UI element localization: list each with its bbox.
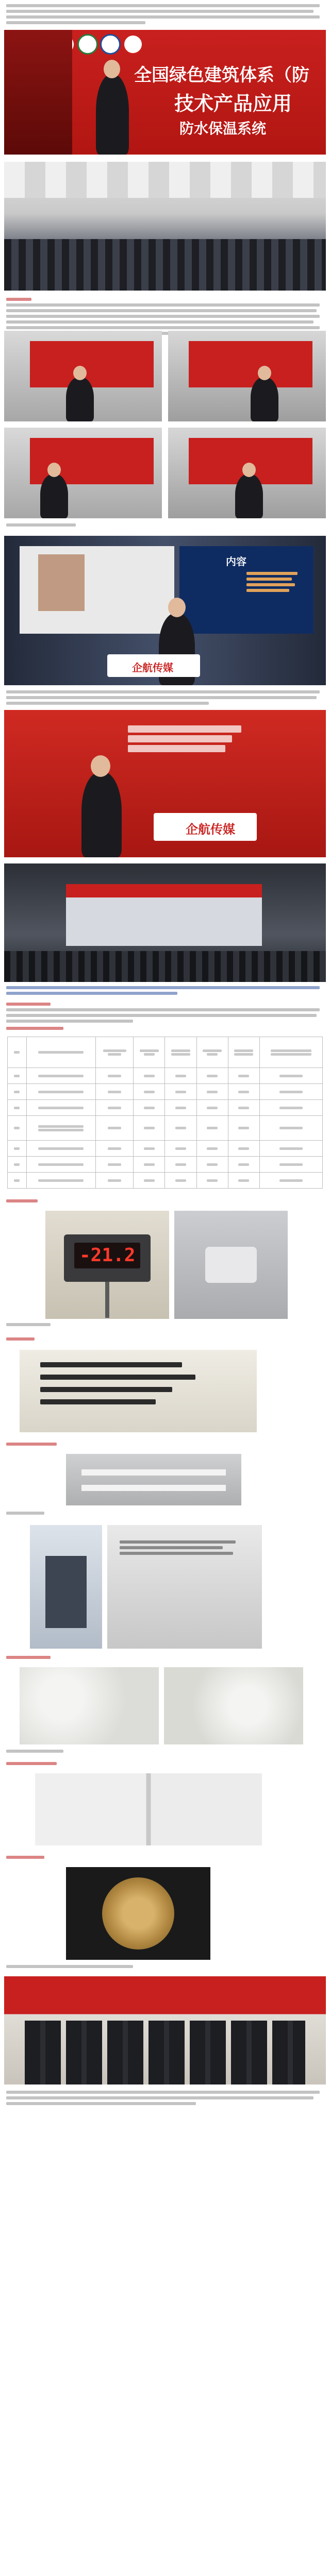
speaker-head (91, 755, 110, 777)
texture-photo-1 (20, 1667, 159, 1744)
table-row (8, 1068, 323, 1084)
podium-speaker-photo (4, 710, 326, 857)
group-figures (25, 2021, 305, 2084)
label-photo (20, 1350, 257, 1432)
spec-table-grid (7, 1037, 323, 1189)
speaker-head (168, 598, 186, 617)
lab-table-lines (120, 1540, 249, 1557)
speaker-head (242, 463, 256, 477)
portrait-on-screen (38, 554, 85, 611)
sample-dish (205, 1247, 257, 1283)
petri-dish (102, 1877, 174, 1950)
table-row (8, 1141, 323, 1157)
table-row (8, 1084, 323, 1100)
dish-caption (6, 1856, 323, 1861)
audience-photo (4, 162, 326, 291)
speaker-figure (81, 772, 122, 857)
speaker-photo-2 (168, 331, 326, 421)
logo-seal-icon (123, 34, 143, 55)
lecture-screen-photo (4, 536, 326, 685)
texture-photo-2 (164, 1667, 303, 1744)
section-2-text (6, 690, 323, 707)
banner-line-1: 全国绿色建筑体系（防 (134, 65, 309, 85)
speaker-figure (235, 474, 263, 518)
label-text-lines (40, 1362, 205, 1407)
speaker-figure (66, 377, 94, 421)
brand-logo-text: 企航传媒 (132, 663, 173, 674)
backdrop-text-lines (128, 725, 241, 755)
speaker-photo-4 (168, 428, 326, 518)
speaker-figure (96, 74, 129, 155)
closing-paragraph (6, 2091, 323, 2108)
section-4-text (6, 1003, 323, 1032)
audience-rows (4, 239, 326, 291)
test-strip (81, 1469, 226, 1476)
test-strip (81, 1485, 226, 1491)
section-3-text (6, 986, 323, 997)
screen-red-band (66, 884, 262, 897)
stage-banner-photo (4, 30, 326, 155)
grid-caption (6, 523, 323, 529)
strip-caption (6, 1443, 323, 1448)
spec-table (7, 1037, 323, 1189)
speaker-figure (251, 377, 278, 421)
group-caption (6, 1965, 323, 1971)
banner-line-3: 防水保温系统 (179, 121, 267, 137)
meter-probe (105, 1282, 109, 1318)
banner-line-2: 技术产品应用 (174, 93, 292, 115)
speaker-head (104, 60, 120, 78)
brand-logo-text: 企航传媒 (186, 823, 235, 837)
lab-photo-left (30, 1525, 102, 1649)
table-row (8, 1157, 323, 1173)
podium (4, 30, 72, 155)
lab-instrument (45, 1556, 87, 1628)
meter-reading: -21.2 (79, 1245, 136, 1266)
lecture-heading: 内容 (226, 556, 246, 568)
speaker-photo-3 (4, 428, 162, 518)
intro-paragraph (6, 4, 323, 27)
table-row (8, 1100, 323, 1116)
strip-sub-caption (6, 1512, 323, 1517)
swatch-caption (6, 1762, 323, 1768)
speaker-photo-1 (4, 331, 162, 421)
red-backdrop (189, 341, 312, 387)
meter-photo (45, 1211, 169, 1319)
logo-seal-icon (77, 34, 98, 55)
texture-sub-caption (6, 1750, 323, 1755)
group-photo (4, 1976, 326, 2084)
lecture-bullets (246, 572, 303, 595)
speaker-head (47, 463, 61, 477)
strip-photo (66, 1454, 241, 1505)
ceiling-lights (4, 162, 326, 198)
meter-sub-caption (6, 1323, 323, 1329)
table-row (8, 1173, 323, 1189)
label-caption (6, 1337, 323, 1343)
red-backdrop (30, 341, 154, 387)
speaker-head (258, 366, 271, 380)
sample-photo (174, 1211, 288, 1319)
table-row (8, 1037, 323, 1068)
meter-caption (6, 1199, 323, 1205)
dish-photo (66, 1867, 210, 1960)
lab-photo-right (107, 1525, 262, 1649)
swatch-photo (35, 1773, 262, 1845)
audience-rows (4, 951, 326, 982)
texture-caption (6, 1656, 323, 1662)
speaker-head (73, 366, 87, 380)
speaker-figure (40, 474, 68, 518)
logo-seal-icon (100, 34, 121, 55)
hall-wide-photo (4, 863, 326, 982)
table-row (8, 1116, 323, 1141)
